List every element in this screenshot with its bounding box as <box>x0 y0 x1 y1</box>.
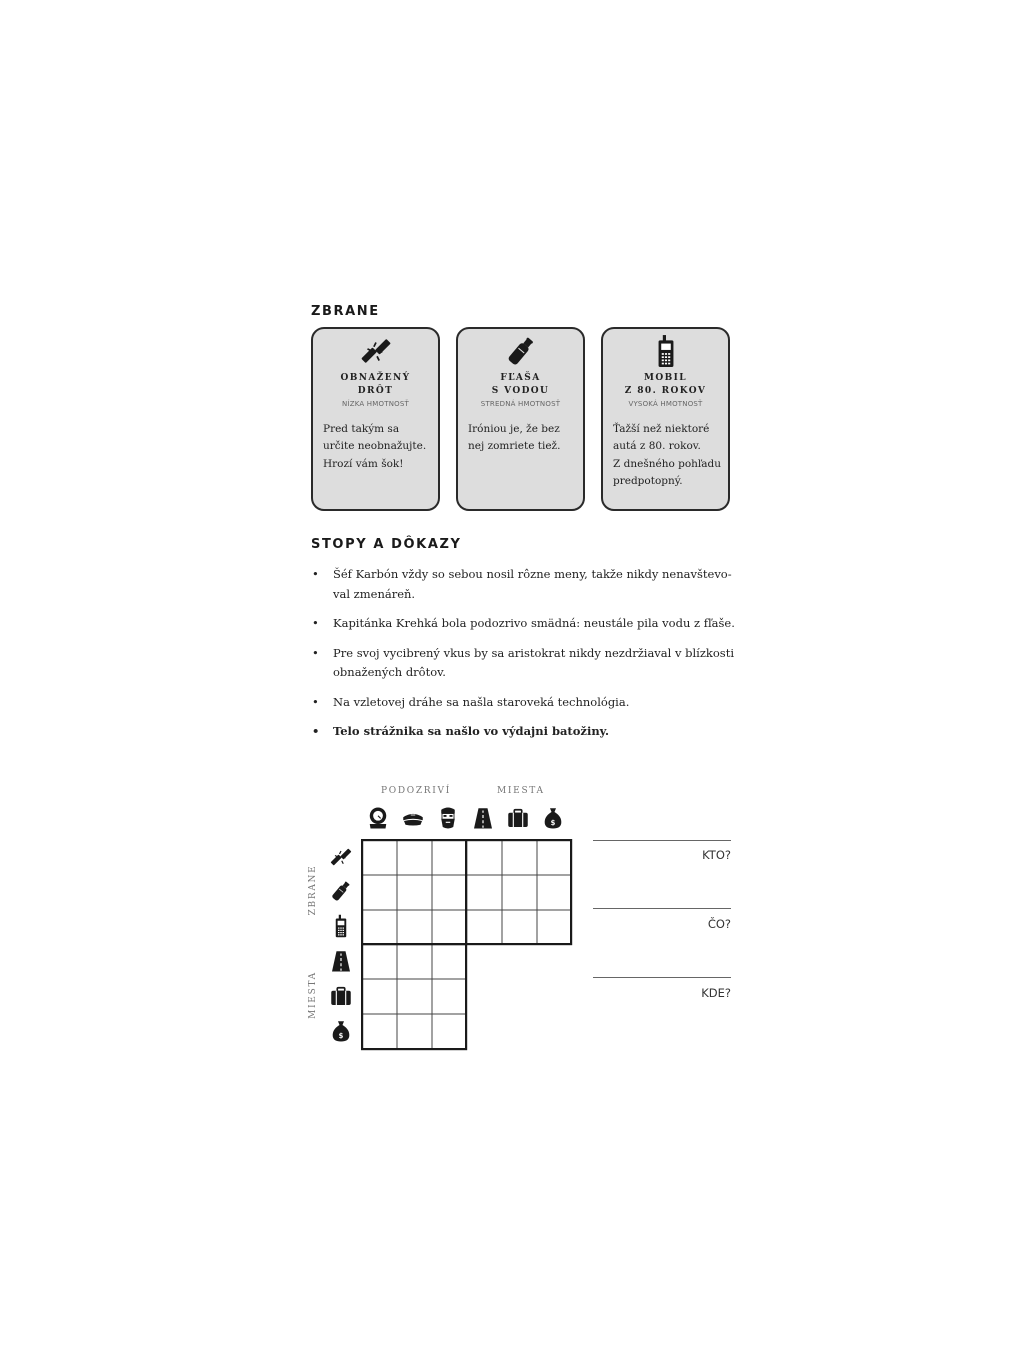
water-bottle-icon <box>329 879 353 903</box>
money-bag-icon <box>329 1019 353 1043</box>
clue-item: • Pre svoj vycibrený vkus by sa aristokrat nikdy nezdržiaval v blízkosti obnažených drôtov. <box>312 644 742 683</box>
answer-line-where <box>593 977 731 978</box>
suitcase-icon <box>506 806 530 830</box>
weapon-description: Iróniou je, že bez nej zomriete tiež. <box>468 423 561 453</box>
weapon-weight: VYSOKÁ HMOTNOSŤ <box>628 400 703 408</box>
answer-label-what: ČO? <box>707 917 731 931</box>
grid-label-suspects: PODOZRIVÍ <box>381 786 451 796</box>
weapon-name: MOBIL Z 80. ROKOV <box>624 373 707 396</box>
answer-line-who <box>593 840 731 841</box>
grid-label-weapons-side: ZBRANE <box>308 864 318 916</box>
clues-list <box>312 565 742 752</box>
answer-label-who: KTO? <box>702 848 731 862</box>
answer-label-where: KDE? <box>701 986 731 1000</box>
suitcase-icon <box>329 984 353 1008</box>
weapon-name: FĽAŠA S VODOU <box>491 373 550 396</box>
retro-mobile-phone-icon <box>603 334 728 368</box>
weapon-card-water-bottle <box>456 327 585 511</box>
grid-label-places-side: MIESTA <box>308 971 318 1019</box>
clues-heading: STOPY A DÔKAZY <box>311 537 462 552</box>
weapon-description: Pred takým sa určite neobnažujte. Hrozí vám šok! <box>323 423 427 470</box>
stripped-wire-icon <box>313 334 438 368</box>
weapon-weight: STREDNÁ HMOTNOSŤ <box>480 400 561 408</box>
weapon-card-stripped-wire <box>311 327 440 511</box>
water-bottle-icon <box>458 334 583 368</box>
weapon-weight: NÍZKA HMOTNOSŤ <box>342 400 409 408</box>
logic-grid <box>361 839 574 1051</box>
clue-item: • Kapitánka Krehká bola podozrivo smädná: neustále pila vodu z fľaše. <box>312 614 742 634</box>
clue-item: • Telo strážnika sa našlo vo výdajni batožiny. <box>312 722 742 742</box>
grid-label-places-top: MIESTA <box>497 786 545 796</box>
answer-line-what <box>593 908 731 909</box>
runway-icon <box>471 806 495 830</box>
weapon-name: OBNAŽENÝ DRÔT <box>340 373 411 396</box>
weapon-description: Ťažší než niektoré autá z 80. rokov. Z dnešného pohľadu predpotopný. <box>613 423 722 487</box>
clue-item: • Na vzletovej dráhe sa našla staroveká technológia. <box>312 693 742 713</box>
weapons-heading: ZBRANE <box>311 304 380 319</box>
astronaut-helmet-icon <box>366 806 390 830</box>
stripped-wire-icon <box>329 845 353 869</box>
retro-mobile-phone-icon <box>329 914 353 938</box>
bearded-guard-icon <box>436 806 460 830</box>
runway-icon <box>329 949 353 973</box>
weapon-card-retro-mobile <box>601 327 730 511</box>
clue-item: • Šéf Karbón vždy so sebou nosil rôzne meny, takže nikdy nenavštevo- val zmenáreň. <box>312 565 742 604</box>
captain-cap-icon <box>401 806 425 830</box>
money-bag-icon <box>541 806 565 830</box>
